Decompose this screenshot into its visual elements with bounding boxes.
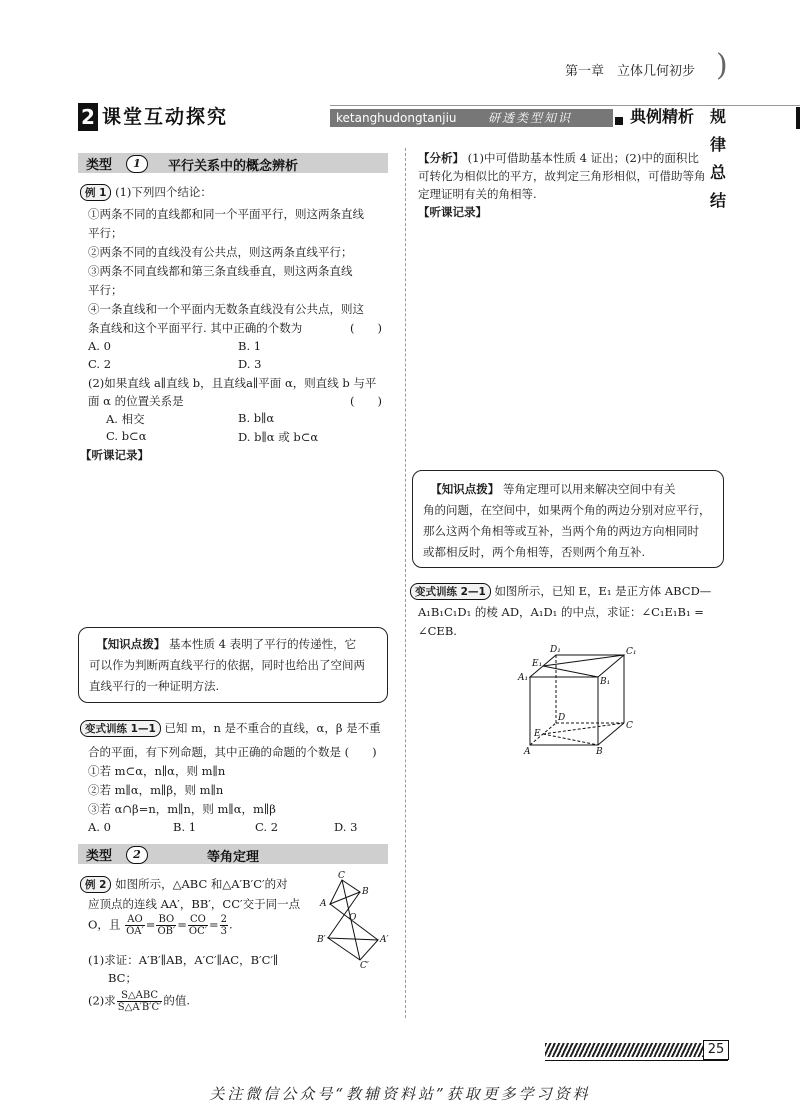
frac-23-d: 3 [220, 926, 228, 937]
drill11-optD: D. 3 [334, 820, 358, 834]
label-B1: B₁ [600, 677, 611, 687]
tip1-box [78, 627, 388, 703]
line-ec-hidden [543, 723, 624, 734]
ex1-optC2: C. b⊂α [106, 429, 147, 443]
tip1-l3: 直线平行的一种证明方法. [89, 679, 220, 693]
type2-header [78, 844, 388, 864]
ex1-optB: B. 1 [238, 339, 262, 353]
example1-label: 例 1 [80, 184, 111, 201]
label-B: B [362, 887, 369, 897]
banner-square [615, 117, 623, 125]
ex1-optD: D. 3 [238, 357, 262, 371]
tip2-l2: 角的问题，在空间中，如果两个角的两边分别对应平行， [423, 503, 711, 517]
label-D: D [558, 713, 566, 723]
frac-bo-n: BO [156, 914, 176, 926]
drill11-l2: 合的平面，有下列命题，其中正确的命题的个数是 ( ) [88, 745, 377, 759]
frac-area-n: S△ABC [117, 990, 163, 1002]
ex1-s3b: 平行； [88, 283, 123, 297]
footer-rule [545, 1060, 728, 1061]
label-B: B [596, 747, 603, 757]
ex1-q2b: 面 α 的位置关系是 [88, 394, 184, 408]
type1-header [78, 153, 388, 173]
label-C1: C₁ [626, 647, 637, 657]
type1-label: 类型 [86, 158, 113, 173]
frac-area [117, 990, 163, 1013]
type2-title: 等角定理 [206, 850, 259, 865]
page-number: 25 [703, 1040, 729, 1060]
footer-hatch [545, 1043, 703, 1057]
analysis-l3: 定理证明有关的角相等. [418, 187, 537, 201]
type1-index: 1 [126, 155, 148, 173]
bottom-note: 关注微信公众号“教辅资料站”获取更多学习资料 [209, 1085, 591, 1103]
analysis-l2: 可转化为相似比的平方，故判定三角形相似，可借助等角 [418, 169, 706, 183]
example2-label: 例 2 [80, 876, 111, 893]
label-B1: B′ [317, 935, 326, 945]
frac-co-n: CO [188, 914, 208, 926]
analysis-l1: (1)中可借助基本性质 4 证出；(2)中的面积比 [467, 151, 699, 165]
label-A1: A₁ [518, 673, 529, 683]
drill11-optB: B. 1 [173, 820, 197, 834]
ex1-q2a: (2)如果直线 a∥直线 b，且直线a∥平面 α，则直线 b 与平 [88, 376, 377, 390]
chapter-title: 第一章 立体几何初步 [565, 64, 696, 79]
column-divider [405, 148, 406, 1018]
drill11-optA: A. 0 [88, 820, 111, 834]
tip2-l1: 等角定理可以用来解决空间中有关 [502, 482, 676, 496]
frac-ao-d: OA′ [126, 926, 144, 937]
frac-co-d: OC′ [188, 926, 208, 937]
triangle-abc-prime [328, 938, 378, 960]
chapter-bracket: ) [716, 48, 728, 83]
frac-ao-n: AO [125, 914, 145, 926]
drill11-l1: 已知 m，n 是不重合的直线，α，β 是不重 [164, 721, 381, 735]
banner-endbar [796, 107, 800, 129]
frac-23 [220, 914, 228, 937]
drill11-label: 变式训练 1—1 [80, 720, 161, 737]
label-A: A [524, 747, 531, 757]
drill21-l2: A₁B₁C₁D₁ 的棱 AD，A₁D₁ 的中点，求证：∠C₁E₁B₁ = [418, 605, 704, 619]
drill11-c2: ②若 m∥α，m∥β，则 m∥n [88, 783, 224, 797]
frac-ao [125, 914, 145, 937]
type1-title: 平行关系中的概念辨析 [167, 159, 298, 174]
ex1-optB2: B. b∥α [238, 411, 275, 425]
ex2-l2: 应顶点的连线 AA′，BB′，CC′交于同一点 [88, 897, 301, 911]
ex1-optA: A. 0 [88, 339, 111, 353]
frac-bo-d: OB′ [157, 926, 176, 937]
label-A1: A′ [380, 935, 389, 945]
label-O: O [349, 913, 357, 923]
label-E: E [534, 729, 541, 739]
label-A: A [320, 899, 327, 909]
banner-slogan: 研透类型知识 [488, 111, 573, 125]
ex1-bracket1: ( ) [350, 321, 382, 335]
type2-index: 2 [126, 846, 148, 864]
ex1-s1b: 平行； [88, 226, 123, 240]
type2-label: 类型 [86, 849, 113, 864]
tip2-label: 【知识点拨】 [430, 482, 500, 496]
drill21-label: 变式训练 2—1 [410, 583, 491, 600]
line-e1c1 [543, 655, 624, 666]
tip2-l4: 或都相反时，两个角相等，否则两个角互补. [423, 545, 646, 559]
ex1-record: 【听课记录】 [80, 448, 149, 462]
label-C1: C′ [360, 961, 369, 968]
ex2-l3-pre: O，且 [88, 917, 121, 932]
ex1-s1a: ①两条不同的直线都和同一个平面平行，则这两条直线 [88, 207, 364, 221]
ex1-s3a: ③两条不同直线都和第三条直线垂直，则这两条直线 [88, 264, 353, 278]
ex1-optC: C. 2 [88, 357, 112, 371]
analysis-record: 【听课记录】 [418, 205, 487, 219]
banner-pinyin: ketanghudongtanjiu [336, 111, 457, 125]
ex1-s4a: ④一条直线和一个平面内无数条直线没有公共点，则这 [88, 302, 364, 316]
frac-co [188, 914, 208, 937]
ex2-q2-line [88, 990, 190, 1013]
drill21-l1: 如图所示，已知 E，E₁ 是正方体 ABCD— [494, 584, 712, 598]
banner-tag-examples: 典例精析 [630, 107, 695, 126]
drill11-c3: ③若 α∩β=n，m∥n，则 m∥α，m∥β [88, 802, 276, 816]
tip2-l3: 那么这两个角相等或互补，当两个角的两边方向相同时 [423, 524, 699, 538]
ex1-s4b: 条直线和这个平面平行. 其中正确的个数为 [88, 321, 303, 335]
tip1-l2: 可以作为判断两直线平行的依据，同时也给出了空间两 [89, 658, 365, 672]
drill21-l3: ∠CEB. [418, 624, 457, 638]
banner-number: 2 [78, 103, 98, 131]
label-E1: E₁ [532, 659, 543, 669]
ex2-ratio-line: O，且 $\frac{AO}{OA'}$ = $\frac{BO}{OB'}$ = $\frac{CO}{OC'}$ = $\frac{2}{3}$ . [88, 914, 233, 937]
banner-rule [330, 105, 800, 106]
ex2-l1: 如图所示，△ABC 和△A′B′C′的对 [115, 877, 288, 891]
banner-tag-summary: 规律总结 [710, 107, 727, 210]
label-D1: D₁ [550, 645, 561, 655]
label-C: C [338, 871, 345, 881]
ex1-optD2: D. b∥α 或 b⊂α [238, 430, 319, 444]
frac-23-n: 2 [220, 914, 228, 925]
line-eb-hidden [543, 734, 598, 745]
ex1-optA2: A. 相交 [106, 412, 145, 426]
ex1-bracket2: ( ) [350, 394, 382, 408]
tip2-box [412, 470, 724, 568]
frac-bo [156, 914, 176, 937]
ex1-s2: ②两条不同的直线没有公共点，则这两条直线平行； [88, 245, 353, 259]
ex2-q1b: BC； [108, 971, 137, 985]
triangles-figure [312, 868, 396, 968]
drill11-c1: ①若 m⊂α，n∥α，则 m∥n [88, 764, 226, 778]
ex1-intro: (1)下列四个结论： [115, 185, 212, 199]
tip1-l1: 基本性质 4 表明了平行的传递性，它 [168, 637, 357, 651]
ex2-q1a: (1)求证：A′B′∥AB，A′C′∥AC，B′C′∥ [88, 953, 279, 967]
edge-bc [598, 723, 624, 745]
ex2-q2-post: 的值. [163, 993, 191, 1008]
drill11-optC: C. 2 [255, 820, 279, 834]
cube-figure [510, 642, 640, 757]
banner-title: 课堂互动探究 [102, 106, 229, 128]
frac-area-d: S△A′B′C′ [117, 1002, 162, 1013]
line-e1b1 [543, 666, 598, 677]
label-C: C [626, 721, 633, 731]
ex2-q2-pre: (2)求 [88, 993, 116, 1008]
tip1-label: 【知识点拨】 [96, 637, 166, 651]
analysis-label: 【分析】 [418, 151, 464, 165]
